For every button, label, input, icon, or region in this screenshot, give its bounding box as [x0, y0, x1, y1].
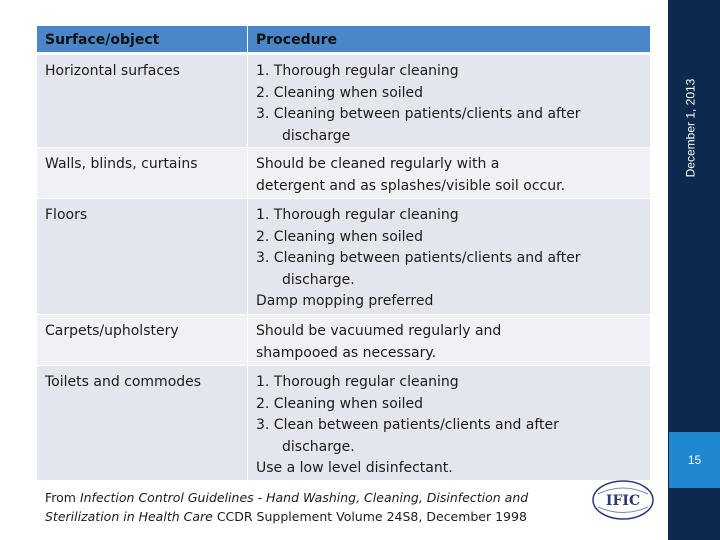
citation-title: Infection Control Guidelines - Hand Washing, Cleaning, Disinfection and Sterilization in Health Care	[45, 490, 529, 524]
procedure-cell	[247, 147, 650, 198]
header-procedure: Procedure	[247, 26, 650, 54]
procedure-line: Should be cleaned regularly with a	[256, 156, 500, 172]
procedure-cell	[247, 198, 650, 314]
procedure-cell	[247, 314, 650, 365]
procedure-line: discharge	[282, 127, 351, 144]
page-number: 15	[669, 432, 720, 488]
surface-cell: Walls, blinds, curtains	[37, 147, 247, 198]
procedure-cell	[247, 54, 650, 147]
procedure-line: detergent and as splashes/visible soil occur.	[256, 177, 566, 194]
logo-text: IFIC	[605, 493, 641, 509]
table-row	[37, 365, 650, 480]
table-row	[37, 198, 650, 314]
procedure-line: 3. Cleaning between patients/clients and after	[256, 250, 581, 266]
date-text: December 1, 2013	[683, 78, 698, 177]
procedure-line: Damp mopping preferred	[256, 293, 434, 309]
procedure-line: 2. Cleaning when soiled	[256, 84, 424, 101]
source-citation	[45, 488, 605, 526]
procedure-line: discharge.	[282, 438, 355, 455]
procedure-line: 1. Thorough regular cleaning	[256, 63, 459, 79]
table-header-row	[37, 26, 650, 54]
procedure-cell	[247, 365, 650, 480]
procedure-line: 2. Cleaning when soiled	[256, 228, 424, 245]
procedure-line: Use a low level disinfectant.	[256, 460, 453, 476]
surface-cell: Carpets/upholstery	[37, 314, 247, 365]
surface-cell: Floors	[37, 198, 247, 314]
citation-suffix: CCDR Supplement Volume 24S8, December 1998	[212, 509, 527, 524]
cleaning-procedures-table	[37, 26, 650, 480]
procedure-line: discharge.	[282, 271, 355, 288]
surface-cell: Toilets and commodes	[37, 365, 247, 480]
table-row	[37, 314, 650, 365]
table-row	[37, 54, 650, 147]
table-row	[37, 147, 650, 198]
citation-prefix: From	[45, 490, 80, 505]
procedure-line: shampooed as necessary.	[256, 344, 437, 361]
procedure-line: Should be vacuumed regularly and	[256, 323, 502, 339]
procedure-line: 1. Thorough regular cleaning	[256, 374, 459, 390]
procedure-line: 3. Cleaning between patients/clients and after	[256, 106, 581, 122]
procedure-line: 1. Thorough regular cleaning	[256, 207, 459, 223]
procedure-line: 2. Cleaning when soiled	[256, 395, 424, 412]
date-label	[680, 20, 700, 235]
surface-cell: Horizontal surfaces	[37, 54, 247, 147]
ific-logo	[592, 480, 654, 520]
procedure-line: 3. Clean between patients/clients and after	[256, 417, 559, 433]
header-surface: Surface/object	[37, 26, 247, 54]
